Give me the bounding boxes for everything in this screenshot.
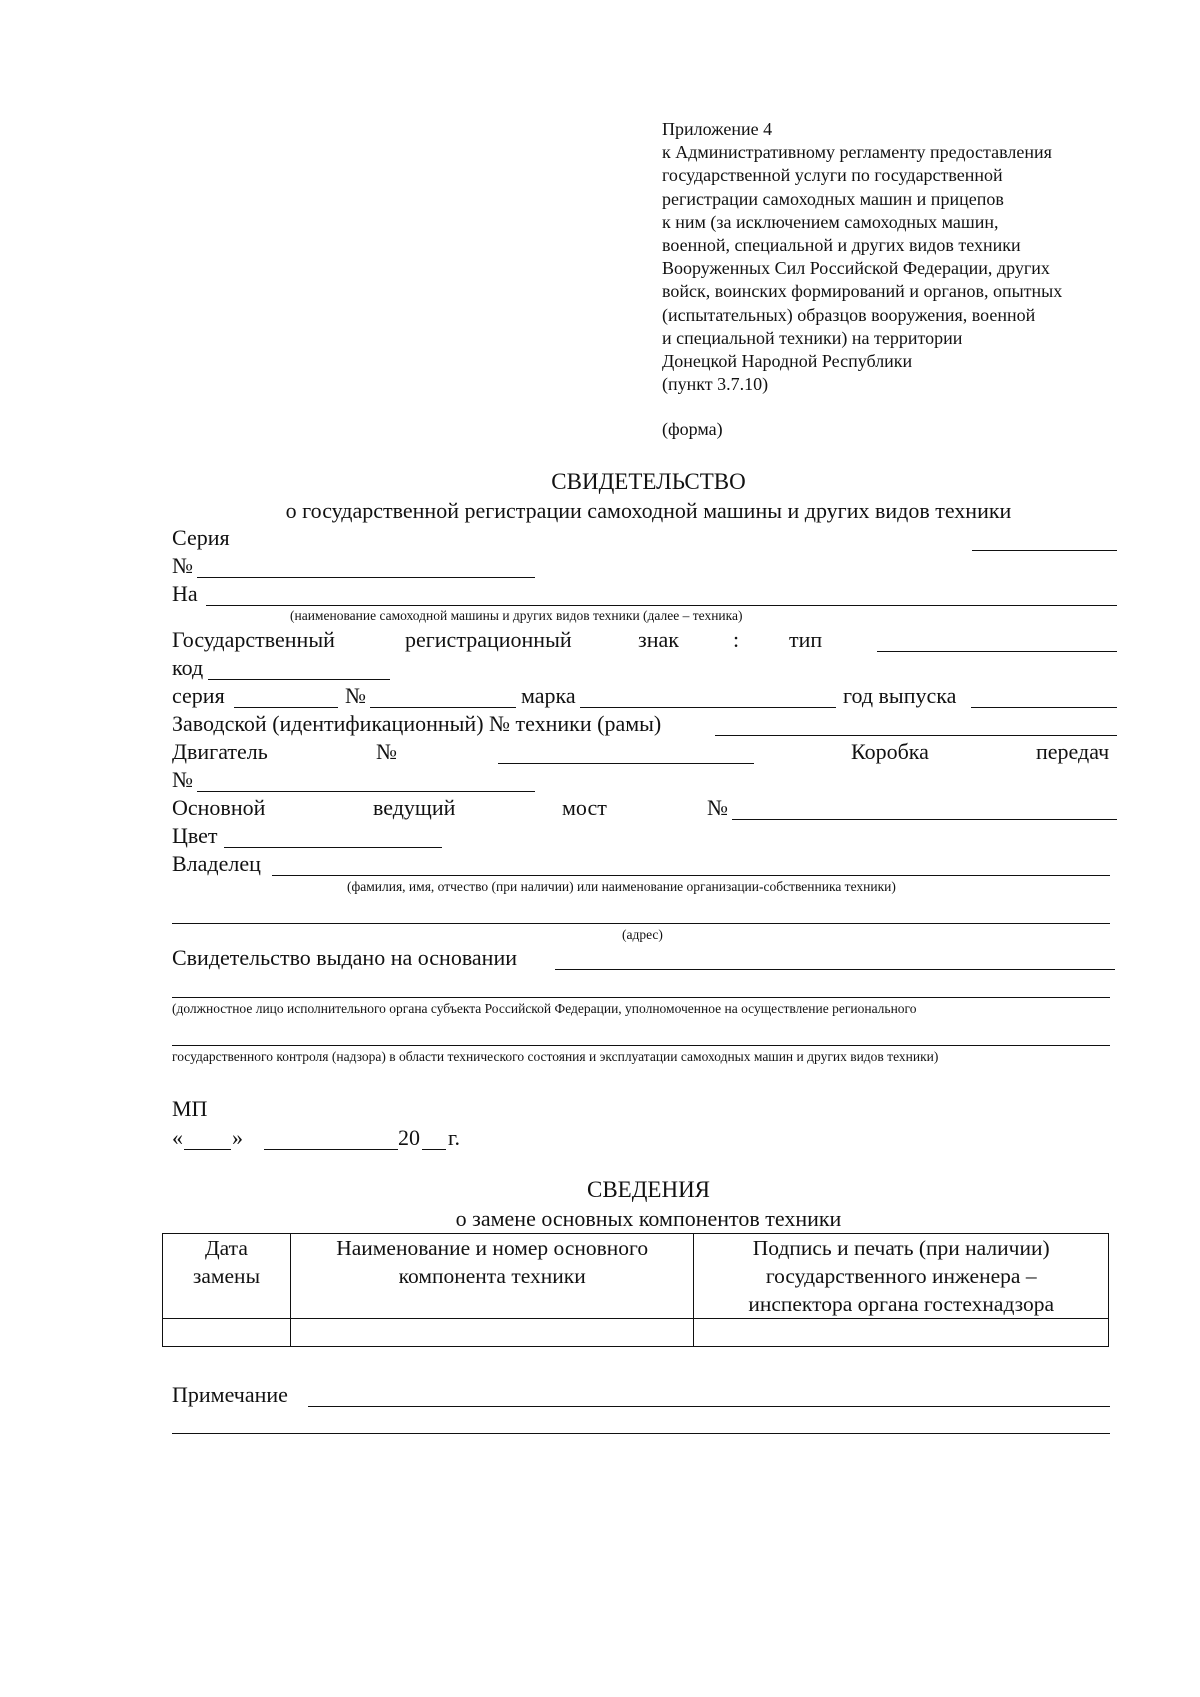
vehicle-name-field[interactable] [206, 605, 1117, 606]
date-month-field[interactable] [264, 1149, 398, 1150]
header-line: Дата [205, 1236, 248, 1260]
appendix-line: (испытательных) образцов вооружения, военной [662, 304, 1036, 325]
appendix-line: Вооруженных Сил Российской Федерации, других [662, 258, 1050, 279]
header-line: Наименование и номер основного [336, 1236, 649, 1260]
axle-word: Основной [172, 795, 266, 820]
type-field[interactable] [877, 651, 1117, 652]
gearbox-number-label: № [172, 767, 193, 792]
header-line: компонента техники [398, 1264, 586, 1288]
gearbox-number-field[interactable] [197, 791, 535, 792]
appendix-line: регистрации самоходных машин и прицепов [662, 188, 1004, 209]
appendix-line: к Административному регламенту предоставления [662, 142, 1052, 163]
official-field-2[interactable] [172, 1045, 1110, 1046]
header-line: Подпись и печать (при наличии) [752, 1236, 1050, 1260]
reg-sign-word: Государственный [172, 627, 335, 652]
type-label: тип [789, 627, 823, 652]
appendix-header [662, 118, 1132, 396]
brand-field[interactable] [580, 707, 836, 708]
column-header-component [290, 1234, 694, 1319]
components-subtitle: о замене основных компонентов техники [455, 1206, 842, 1231]
vehicle-name-label: На [172, 581, 198, 606]
appendix-line: государственной услуги по государственной [662, 165, 1003, 186]
certificate-subtitle: о государственной регистрации самоходной машины и других видов техники [285, 498, 1012, 523]
address-note: (адрес) [622, 927, 663, 942]
sign-series-label: серия [172, 683, 225, 708]
table-header-row [163, 1234, 1109, 1319]
axle-word: мост [562, 795, 607, 820]
series-label: Серия [172, 525, 230, 550]
date-year-suffix: г. [448, 1125, 461, 1150]
appendix-line: к ним (за исключением самоходных машин, [662, 211, 999, 232]
official-field-1[interactable] [172, 997, 1110, 998]
date-year-prefix: 20 [398, 1125, 420, 1150]
color-label: Цвет [172, 823, 218, 848]
date-year-field[interactable] [422, 1149, 446, 1150]
color-field[interactable] [224, 847, 442, 848]
axle-word: ведущий [373, 795, 456, 820]
appendix-line: войск, воинских формирований и органов, опытных [662, 281, 1063, 302]
owner-note: (фамилия, имя, отчество (при наличии) или наименование организации-собственника техники) [347, 879, 896, 894]
owner-label: Владелец [172, 851, 261, 876]
engine-label: Двигатель [172, 739, 268, 764]
date-day-field[interactable] [184, 1149, 231, 1150]
sign-series-field[interactable] [234, 707, 338, 708]
header-line: замены [192, 1264, 261, 1288]
number-label: № [172, 553, 193, 578]
gearbox-label: Коробка [851, 739, 929, 764]
appendix-line: (пункт 3.7.10) [662, 374, 769, 395]
remark-label: Примечание [172, 1382, 288, 1407]
basis-field[interactable] [555, 969, 1115, 970]
number-field[interactable] [197, 577, 535, 578]
appendix-line: Приложение 4 [662, 119, 773, 139]
year-field[interactable] [971, 707, 1117, 708]
gearbox-label-2: передач [1036, 739, 1110, 764]
axle-number-label: № [707, 795, 728, 820]
components-table [162, 1233, 1109, 1347]
brand-label: марка [521, 683, 576, 708]
column-header-signature [694, 1234, 1109, 1319]
reg-sign-word: знак [638, 627, 679, 652]
table-row [163, 1319, 1109, 1347]
official-note-1: (должностное лицо исполнительного органа субъекта Российской Федерации, уполномоченное на осуществление регионального [172, 1001, 917, 1016]
reg-sign-word: : [733, 627, 740, 652]
remark-field[interactable] [308, 1406, 1110, 1407]
sign-number-label: № [345, 683, 366, 708]
date-quote-open: « [172, 1125, 183, 1150]
header-line: инспектора органа гостехнадзора [748, 1292, 1055, 1316]
address-field[interactable] [172, 923, 1110, 924]
signature-cell[interactable] [694, 1319, 1109, 1347]
remark-field-2[interactable] [172, 1433, 1110, 1434]
basis-label: Свидетельство выдано на основании [172, 945, 518, 970]
component-cell[interactable] [290, 1319, 694, 1347]
certificate-title: СВИДЕТЕЛЬСТВО [551, 469, 746, 494]
header-line: государственного инженера – [765, 1264, 1037, 1288]
components-title: СВЕДЕНИЯ [586, 1177, 711, 1202]
form-label: (форма) [662, 419, 723, 439]
official-note-2: государственного контроля (надзора) в области технического состояния и эксплуатации самоходных машин и других видов техники) [172, 1049, 939, 1064]
date-quote-close: » [232, 1125, 243, 1150]
reg-sign-word: регистрационный [405, 627, 572, 652]
appendix-line: военной, специальной и других видов техники [662, 235, 1021, 256]
appendix-line: Донецкой Народной Республики [662, 351, 913, 372]
owner-field[interactable] [272, 875, 1110, 876]
code-label: код [172, 655, 204, 680]
series-field[interactable] [972, 550, 1117, 551]
stamp-label: МП [172, 1096, 208, 1121]
engine-number-field[interactable] [498, 763, 754, 764]
engine-number-label: № [376, 739, 397, 764]
date-cell[interactable] [163, 1319, 291, 1347]
sign-number-field[interactable] [370, 707, 516, 708]
column-header-date [163, 1234, 291, 1319]
code-field[interactable] [208, 679, 390, 680]
appendix-line: и специальной техники) на территории [662, 327, 963, 348]
vehicle-name-note: (наименование самоходной машины и других видов техники (далее – техника) [290, 608, 743, 623]
axle-number-field[interactable] [732, 819, 1117, 820]
factory-number-label: Заводской (идентификационный) № техники (рамы) [172, 711, 662, 736]
factory-number-field[interactable] [715, 735, 1117, 736]
year-label: год выпуска [843, 683, 957, 708]
